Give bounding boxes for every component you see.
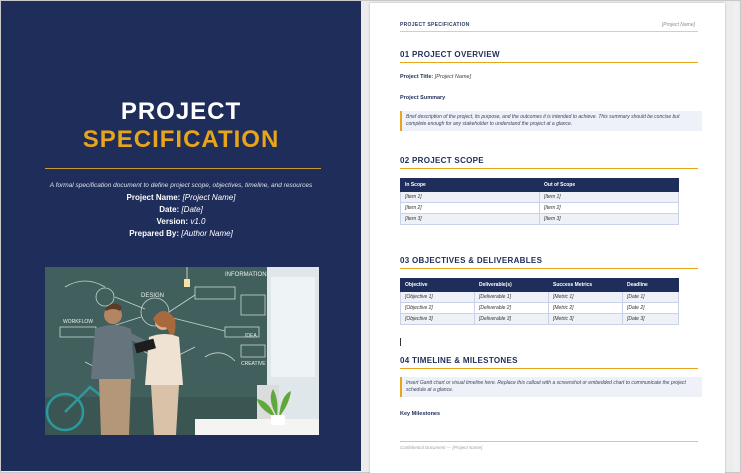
- column-header: Success Metrics: [549, 279, 623, 292]
- section-rule: [400, 268, 698, 269]
- project-title-row: [400, 74, 471, 80]
- meta-label: Project Name:: [126, 193, 181, 202]
- section-title-objectives: 03 OBJECTIVES & DELIVERABLES: [400, 256, 543, 265]
- table-cell[interactable]: [Date 3]: [623, 314, 679, 325]
- cover-title-line2: SPECIFICATION: [82, 126, 280, 153]
- key-milestones-label: Key Milestones: [400, 411, 441, 417]
- table-row: [401, 203, 679, 214]
- table-cell[interactable]: [Deliverable 3]: [475, 314, 549, 325]
- table-cell[interactable]: [Item 1]: [401, 192, 540, 203]
- section-title-timeline: 04 TIMELINE & MILESTONES: [400, 356, 518, 365]
- table-cell[interactable]: [Deliverable 2]: [475, 303, 549, 314]
- project-summary-callout[interactable]: Brief description of the project, its purpose, and the outcomes it is intended to achieve. This summary should be concise but complete enough for any stakeholder to understand the project at a glance.: [400, 111, 702, 131]
- table-row: [401, 214, 679, 225]
- meta-project-name: [1, 193, 361, 202]
- table-cell[interactable]: [Metric 3]: [549, 314, 623, 325]
- column-header: In Scope: [401, 179, 540, 192]
- project-title-label: Project Title:: [400, 74, 434, 80]
- chalk-word-information: INFORMATION: [225, 272, 267, 278]
- table-cell[interactable]: [Item 3]: [401, 214, 540, 225]
- column-header: Out of Scope: [540, 179, 679, 192]
- text-cursor: [400, 338, 401, 346]
- project-summary-label: Project Summary: [400, 95, 446, 101]
- column-header: Objective: [401, 279, 475, 292]
- meta-value: [Project Name]: [182, 193, 236, 202]
- section-title-overview: 01 PROJECT OVERVIEW: [400, 50, 500, 59]
- cover-divider: [45, 168, 321, 169]
- table-cell[interactable]: [Item 3]: [540, 214, 679, 225]
- footer-divider: [400, 441, 698, 442]
- chalk-word-design: DESIGN: [141, 293, 165, 299]
- section-title-scope: 02 PROJECT SCOPE: [400, 156, 484, 165]
- chalk-word-workflow: WORKFLOW: [63, 319, 93, 325]
- table-cell[interactable]: [Deliverable 1]: [475, 292, 549, 303]
- cover-title-line1: PROJECT: [120, 98, 242, 125]
- table-cell[interactable]: [Date 1]: [623, 292, 679, 303]
- table-row: [401, 192, 679, 203]
- meta-value: v1.0: [190, 217, 206, 226]
- table-cell[interactable]: [Metric 2]: [549, 303, 623, 314]
- cover-description: A formal specification document to define project scope, objectives, timeline, and resources: [49, 182, 313, 189]
- section-rule: [400, 168, 698, 169]
- meta-value: [Author Name]: [181, 229, 233, 238]
- meta-label: Version:: [156, 217, 189, 226]
- meta-label: Date:: [159, 205, 180, 214]
- objectives-table: [400, 278, 679, 325]
- table-cell[interactable]: [Item 1]: [540, 192, 679, 203]
- chalk-word-creative: CREATIVE: [241, 361, 266, 367]
- meta-date: [1, 205, 361, 214]
- meta-value: [Date]: [181, 205, 203, 214]
- table-header-row: [401, 279, 679, 292]
- table-row: [401, 303, 679, 314]
- section-rule: [400, 368, 698, 369]
- cover-photo: [45, 267, 319, 435]
- table-cell[interactable]: [Objective 3]: [401, 314, 475, 325]
- meta-prepared-by: [1, 229, 361, 238]
- page-header-title: PROJECT SPECIFICATION: [400, 22, 470, 28]
- table-row: [401, 292, 679, 303]
- section-rule: [400, 62, 698, 63]
- table-row: [401, 314, 679, 325]
- column-header: Deadline: [623, 279, 679, 292]
- table-cell[interactable]: [Date 2]: [623, 303, 679, 314]
- project-title-value[interactable]: [Project Name]: [434, 74, 472, 80]
- scope-table: [400, 178, 679, 225]
- table-cell[interactable]: [Item 2]: [540, 203, 679, 214]
- team-chalkboard-illustration: [45, 267, 319, 435]
- table-cell[interactable]: [Item 2]: [401, 203, 540, 214]
- table-cell[interactable]: [Metric 1]: [549, 292, 623, 303]
- page-footer: Confidential Document — [Project Name]: [400, 445, 483, 450]
- chalk-word-idea: IDEA: [245, 333, 257, 339]
- vertical-scrollbar[interactable]: [733, 3, 739, 471]
- meta-version: [1, 217, 361, 226]
- header-divider: [400, 31, 698, 32]
- column-header: Deliverable(s): [475, 279, 549, 292]
- cover-page: [1, 1, 361, 471]
- page-header-project: [Project Name]: [661, 22, 695, 28]
- timeline-callout[interactable]: Insert Gantt chart or visual timeline here. Replace this callout with a screenshot or embedded chart to communicate the project schedule at a glance.: [400, 377, 702, 397]
- table-cell[interactable]: [Objective 1]: [401, 292, 475, 303]
- spec-page: [370, 3, 725, 473]
- table-cell[interactable]: [Objective 2]: [401, 303, 475, 314]
- meta-label: Prepared By:: [129, 229, 179, 238]
- table-header-row: [401, 179, 679, 192]
